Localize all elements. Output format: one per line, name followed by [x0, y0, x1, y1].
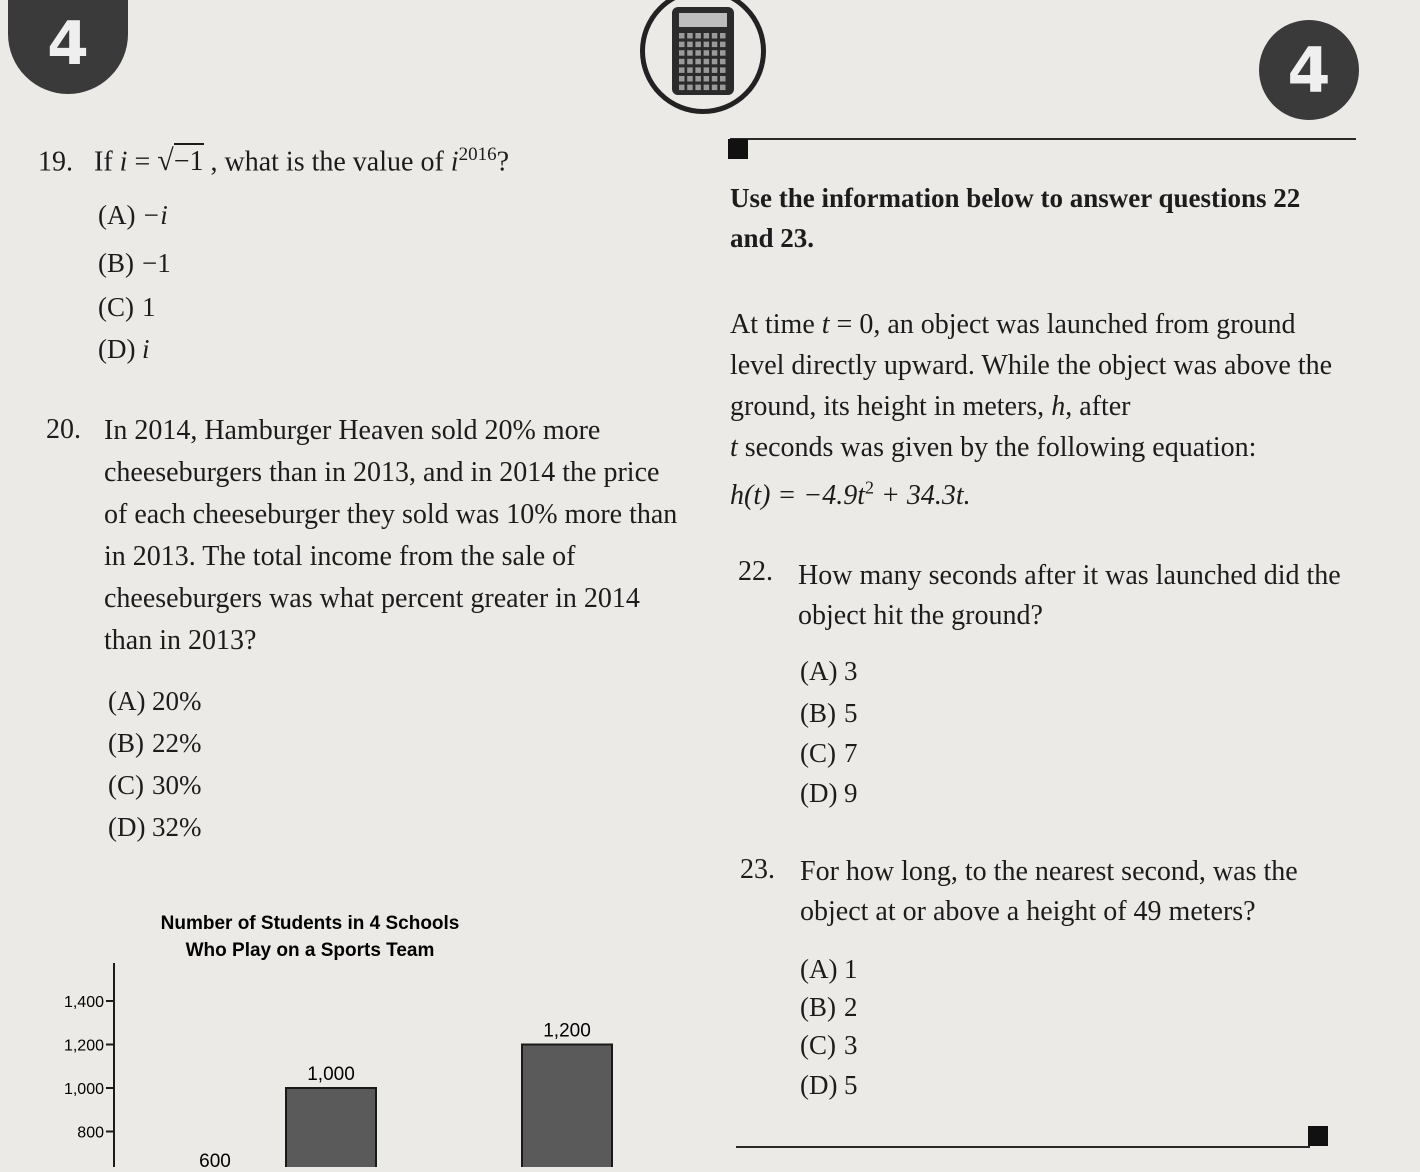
equation [730, 480, 971, 511]
calculator-key [695, 59, 701, 65]
page-number-right: 4 [1259, 20, 1359, 120]
info-text: seconds was given by the following equation: [744, 432, 1257, 463]
chart-title: Number of Students in 4 Schools [160, 913, 460, 934]
calculator-key [704, 50, 710, 56]
choice-label: (A) [800, 954, 838, 984]
calculator-key [704, 42, 710, 48]
choice-c[interactable] [98, 292, 156, 323]
bar [286, 1088, 376, 1167]
choice-b[interactable] [98, 248, 171, 279]
equation-lhs: h(t) = −4.9t [730, 480, 865, 512]
choice-c[interactable] [108, 770, 202, 801]
choice-text: −i [142, 200, 168, 230]
bar-value-label: 1,000 [307, 1064, 355, 1085]
math-variable: i [450, 146, 459, 178]
section-end-marker [1308, 1126, 1328, 1146]
choice-text: 3 [844, 1030, 858, 1060]
choice-b[interactable] [800, 698, 858, 729]
info-body [730, 304, 1350, 516]
stem-text: If [94, 146, 113, 178]
calculator-key [695, 42, 701, 48]
choice-label: (D) [98, 334, 136, 364]
question-20-stem: In 2014, Hamburger Heaven sold 20% more cheeseburgers than in 2013, and in 2014 the price of each cheeseburger they sold was 10% more than in 2013. The total income from the sale of cheeseburgers was what percent greater in 2014 than in 2013? [104, 415, 678, 656]
calculator-key [679, 67, 685, 73]
choice-text: 9 [844, 778, 858, 808]
question-number: 23. [740, 854, 775, 885]
calculator-key [679, 59, 685, 65]
radicand: −1 [174, 143, 204, 177]
calculator-key [679, 50, 685, 56]
choice-text: 1 [844, 954, 858, 984]
exponent: 2016 [458, 144, 497, 165]
choice-d[interactable] [98, 334, 150, 365]
calculator-key [704, 33, 710, 39]
section-marker [728, 139, 748, 159]
math-variable: t [730, 432, 738, 463]
math-operator: = [134, 146, 151, 178]
calculator-key [720, 33, 726, 39]
chart-svg [30, 905, 680, 1167]
calculator-key [704, 76, 710, 82]
calculator-key [720, 42, 726, 48]
calculator-key [679, 33, 685, 39]
choice-text: 2 [844, 992, 858, 1022]
calculator-key [695, 33, 701, 39]
info-heading: Use the information below to answer questions 22 and 23. [730, 183, 1301, 253]
calculator-key [687, 42, 693, 48]
choice-d[interactable] [108, 812, 202, 843]
choice-label: (D) [800, 1070, 838, 1100]
choice-text: −1 [142, 248, 171, 278]
stem-text: , what is the value of [210, 146, 444, 178]
choice-a[interactable] [800, 954, 858, 985]
calculator-key [720, 76, 726, 82]
choice-text: 22% [152, 728, 202, 758]
question-number: 22. [738, 556, 773, 587]
y-tick-label: 1,000 [63, 1081, 104, 1098]
section-end-rule [736, 1146, 1310, 1148]
choice-a[interactable] [800, 656, 858, 687]
choice-label: (B) [108, 728, 144, 758]
choice-label: (B) [800, 698, 836, 728]
calculator-key [695, 67, 701, 73]
choice-label: (B) [800, 992, 836, 1022]
calculator-key [695, 76, 701, 82]
section-rule [730, 138, 1356, 140]
info-text: At time [730, 309, 815, 340]
calculator-key [687, 67, 693, 73]
calculator-key [720, 59, 726, 65]
stem-text: ? [496, 146, 509, 178]
choice-text: 5 [844, 698, 858, 728]
choice-text: 7 [844, 738, 858, 768]
calculator-key [704, 59, 710, 65]
calculator-key [687, 33, 693, 39]
choice-label: (D) [108, 812, 146, 842]
y-tick-label: 800 [77, 1124, 104, 1142]
calculator-key [720, 50, 726, 56]
choice-label: (C) [800, 1030, 836, 1060]
choice-a[interactable] [108, 686, 202, 717]
choice-label: (A) [108, 686, 146, 716]
info-text: , after [1065, 391, 1131, 422]
choice-label: (B) [98, 248, 134, 278]
choice-label: (C) [98, 292, 134, 322]
equation-rhs: + 34.3t. [874, 480, 971, 512]
choice-c[interactable] [800, 1030, 858, 1061]
page-number-left: 4 [8, 0, 128, 94]
calculator-icon [640, 0, 766, 114]
question-number: 20. [46, 414, 81, 445]
question-22-stem: How many seconds after it was launched did the object hit the ground? [798, 560, 1341, 631]
calculator-key [695, 85, 701, 91]
choice-a[interactable] [98, 200, 168, 231]
choice-b[interactable] [800, 992, 858, 1023]
choice-d[interactable] [800, 1070, 858, 1101]
choice-text: 20% [152, 686, 202, 716]
calculator-key [679, 76, 685, 82]
calculator-key [712, 42, 718, 48]
choice-label: (C) [108, 770, 144, 800]
choice-label: (A) [98, 200, 136, 230]
choice-c[interactable] [800, 738, 858, 769]
choice-label: (D) [800, 778, 838, 808]
chart-subtitle: Who Play on a Sports Team [185, 940, 435, 961]
choice-text: 1 [142, 292, 156, 322]
calculator-key [712, 85, 718, 91]
choice-text: i [142, 334, 150, 364]
question-number: 19. [38, 146, 73, 178]
bar-value-label: 600 [199, 1151, 231, 1167]
calculator-key [712, 50, 718, 56]
question-23-stem: For how long, to the nearest second, was the object at or above a height of 49 meters? [800, 856, 1298, 927]
bar-chart [30, 905, 680, 1167]
square-root: √−1 [157, 144, 204, 178]
question-19-stem [38, 134, 509, 183]
choice-b[interactable] [108, 728, 202, 759]
choice-text: 3 [844, 656, 858, 686]
choice-label: (A) [800, 656, 838, 686]
y-tick-label: 1,200 [63, 1037, 104, 1055]
info-text: = 0, an object was launched from ground level directly upward. While the object was above the ground, its height in meters, [730, 309, 1333, 422]
calculator-key [704, 67, 710, 73]
calculator-key [679, 42, 685, 48]
calculator-key [712, 33, 718, 39]
math-variable: i [119, 146, 128, 178]
calculator-key [712, 67, 718, 73]
y-tick-label: 1,400 [63, 994, 104, 1011]
choice-d[interactable] [800, 778, 858, 809]
calculator-key [687, 50, 693, 56]
bar [522, 1045, 612, 1168]
calculator-key [720, 85, 726, 91]
calculator-key [687, 59, 693, 65]
exponent: 2 [865, 478, 874, 498]
bar-value-label: 1,200 [543, 1020, 591, 1042]
choice-text: 32% [152, 812, 202, 842]
choice-text: 30% [152, 770, 202, 800]
calculator-key [687, 85, 693, 91]
choice-text: 5 [844, 1070, 858, 1100]
calculator-key [679, 85, 685, 91]
math-variable: t [821, 309, 830, 340]
calculator-key [695, 50, 701, 56]
calculator-key [712, 59, 718, 65]
calculator-key [687, 76, 693, 82]
choice-label: (C) [800, 738, 836, 768]
calculator-key [712, 76, 718, 82]
calculator-key [704, 85, 710, 91]
calculator-key [720, 67, 726, 73]
math-variable: h [1051, 391, 1066, 422]
